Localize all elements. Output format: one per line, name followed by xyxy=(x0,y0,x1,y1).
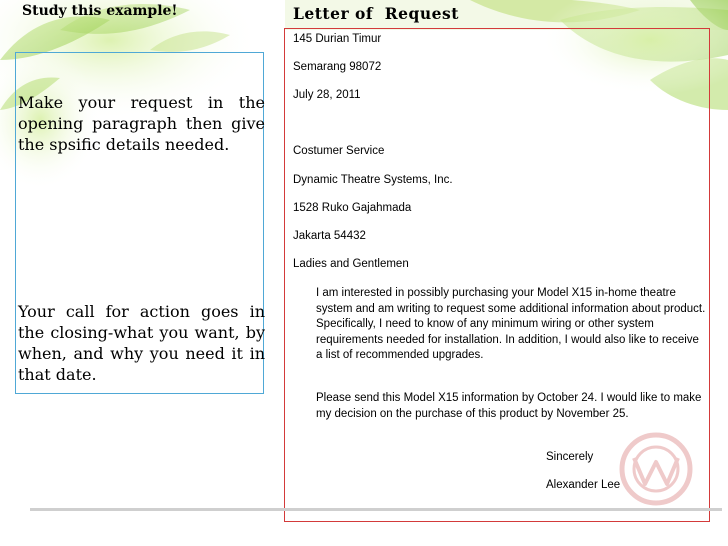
body-paragraph-request: I am interested in possibly purchasing your Model X15 in-home theatre system and am writing to request some additional information about product. Specifically, I need to know of any minimum wiring or other system requirements needed for installation. In addition, I would also like to receive a list of recommended upgrades. xyxy=(316,287,706,362)
bottom-divider xyxy=(30,508,722,511)
closing: Sincerely xyxy=(546,451,594,463)
study-title: Study this example! xyxy=(22,3,178,19)
sender-city: Semarang 98072 xyxy=(293,61,382,73)
letter-date: July 28, 2011 xyxy=(293,89,361,101)
letter-box xyxy=(284,28,710,522)
recipient-street: 1528 Ruko Gajahmada xyxy=(293,202,412,214)
tip-call-to-action: Your call for action goes in the closing-what you want, by when, and why you need it in that date. xyxy=(18,302,265,384)
salutation: Ladies and Gentlemen xyxy=(293,258,409,270)
tip-request: Make your request in the opening paragraph then give the spsific details needed. xyxy=(18,93,265,154)
recipient-city: Jakarta 54432 xyxy=(293,230,366,242)
sender-street: 145 Durian Timur xyxy=(293,33,382,45)
body-paragraph-action: Please send this Model X15 information by October 24. I would like to make my decision on the purchase of this product by November 25. xyxy=(316,392,702,420)
recipient-company: Dynamic Theatre Systems, Inc. xyxy=(293,174,453,186)
signature: Alexander Lee xyxy=(546,479,621,491)
letter-title: Letter of Request xyxy=(293,4,459,23)
recipient-department: Costumer Service xyxy=(293,145,385,157)
